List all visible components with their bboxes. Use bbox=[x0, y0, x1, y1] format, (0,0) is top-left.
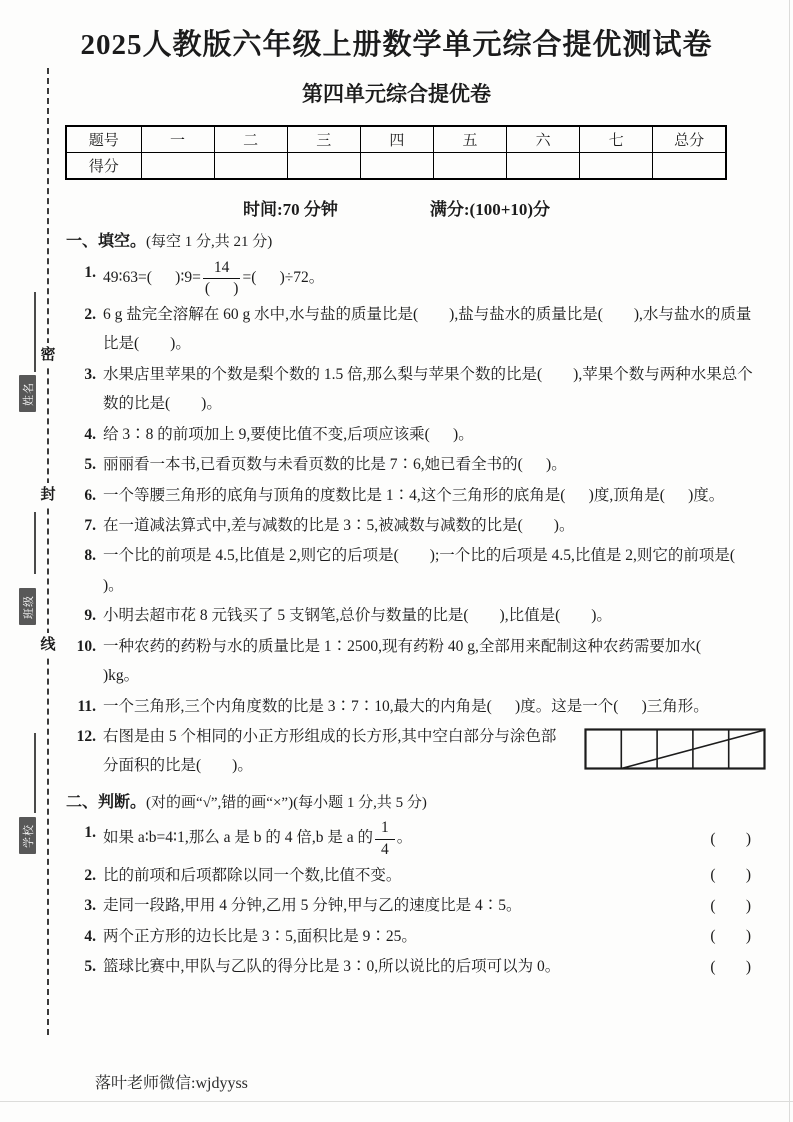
question-text: 一个三角形,三个内角度数的比是 3∶7∶10,最大的内角是( )度。这是一个( )三角形。 bbox=[103, 697, 709, 715]
fill-blank-question-2 bbox=[66, 300, 766, 359]
question-number: 7. bbox=[84, 516, 96, 534]
question-text: 在一道减法算式中,差与减数的比是 3∶5,被减数与减数的比是( )。 bbox=[103, 516, 575, 534]
question-number: 1. bbox=[84, 263, 96, 281]
exam-content bbox=[66, 228, 766, 981]
score-table-col: 七 bbox=[580, 126, 653, 153]
judge-question-2 bbox=[66, 861, 766, 890]
score-cell bbox=[287, 153, 360, 180]
question-number: 3. bbox=[84, 897, 96, 915]
fill-blank-question-6 bbox=[66, 481, 766, 510]
score-cell bbox=[507, 153, 580, 180]
question-text: 比的前项和后项都除以同一个数,比值不变。 bbox=[103, 866, 402, 884]
answer-parentheses: ( ) bbox=[710, 866, 752, 884]
question-number: 12. bbox=[76, 728, 96, 746]
question-number: 11. bbox=[77, 697, 96, 715]
seal-char-mi: 密 bbox=[38, 343, 58, 368]
fill-blank-question-4 bbox=[66, 420, 766, 449]
score-table-col: 五 bbox=[434, 126, 507, 153]
question-text: 如果 a∶b=4∶1,那么 a 是 b 的 4 倍,b 是 a 的 $\frac{1}{4}$ 。 bbox=[103, 818, 671, 859]
page-bottom-edge bbox=[0, 1101, 793, 1102]
score-table-col: 总分 bbox=[653, 126, 726, 153]
question-text: 49∶63=( )∶9= $\frac{14}{( )}$ =( )÷72。 bbox=[103, 258, 766, 299]
fill-blank-question-10 bbox=[66, 632, 766, 691]
answer-parentheses: ( ) bbox=[710, 897, 752, 915]
question-text: 两个正方形的边长比是 3∶5,面积比是 9∶25。 bbox=[103, 927, 417, 945]
judge-question-4 bbox=[66, 922, 766, 951]
score-cell bbox=[360, 153, 433, 180]
score-cell bbox=[434, 153, 507, 180]
fraction bbox=[375, 818, 395, 859]
seal-dashed-line bbox=[47, 68, 49, 1035]
score-row-label: 得分 bbox=[66, 153, 141, 180]
score-cell bbox=[653, 153, 726, 180]
section2-heading bbox=[66, 789, 766, 817]
fill-blank-question-3 bbox=[66, 360, 766, 419]
page-right-edge bbox=[789, 0, 790, 1122]
question-number: 4. bbox=[84, 425, 96, 443]
seal-char-feng: 封 bbox=[38, 483, 58, 508]
score-cell bbox=[580, 153, 653, 180]
answer-parentheses: ( ) bbox=[710, 830, 752, 848]
page-title: 2025人教版六年级上册数学单元综合提优测试卷 bbox=[80, 29, 713, 61]
page-subtitle: 第四单元综合提优卷 bbox=[302, 82, 491, 107]
full-score: 满分:(100+10)分 bbox=[429, 200, 551, 220]
question-text: 小明去超市花 8 元钱买了 5 支钢笔,总价与数量的比是( ),比值是( )。 bbox=[103, 607, 612, 625]
question-number: 3. bbox=[84, 365, 96, 383]
time-limit: 时间:70 分钟 bbox=[242, 200, 338, 220]
fill-blank-question-12 bbox=[66, 722, 766, 781]
question-number: 8. bbox=[84, 547, 96, 565]
judge-question-3 bbox=[66, 891, 766, 920]
question-number: 2. bbox=[84, 305, 96, 323]
question-text: 给 3∶8 的前项加上 9,要使比值不变,后项应该乘( )。 bbox=[103, 425, 474, 443]
section1-heading bbox=[66, 228, 766, 256]
school-field-label: 学校 bbox=[19, 817, 36, 854]
q12-figure-five-squares-diagonal bbox=[584, 728, 766, 770]
section2-note: (对的画“√”,错的画“×”)(每小题 1 分,共 5 分) bbox=[146, 794, 427, 811]
question-text: 右图是由 5 个相同的小正方形组成的长方形,其中空白部分与涂色部分面积的比是( )。 bbox=[103, 722, 766, 781]
question-number: 2. bbox=[84, 866, 96, 884]
fill-blank-question-8 bbox=[66, 541, 766, 600]
question-number: 5. bbox=[84, 958, 96, 976]
score-table-header-row bbox=[66, 126, 726, 153]
answer-parentheses: ( ) bbox=[710, 927, 752, 945]
score-table-col: 一 bbox=[141, 126, 214, 153]
fraction-denominator: 4 bbox=[380, 840, 389, 858]
name-writing-line bbox=[34, 292, 36, 372]
fraction-numerator: 14 bbox=[203, 258, 241, 279]
school-writing-line bbox=[34, 733, 36, 813]
question-number: 10. bbox=[76, 637, 96, 655]
class-field-label: 班级 bbox=[19, 588, 36, 625]
fill-blank-question-11 bbox=[66, 692, 766, 721]
score-cell bbox=[214, 153, 287, 180]
question-text: 走同一段路,甲用 4 分钟,乙用 5 分钟,甲与乙的速度比是 4∶5。 bbox=[103, 897, 522, 915]
score-table-col: 六 bbox=[507, 126, 580, 153]
answer-parentheses: ( ) bbox=[710, 958, 752, 976]
exam-info-line bbox=[0, 195, 793, 220]
fill-blank-question-1 bbox=[66, 258, 766, 299]
score-table-score-row bbox=[66, 153, 726, 180]
teacher-wechat-footer: 落叶老师微信:wjdyyss bbox=[95, 1075, 248, 1092]
question-text: 水果店里苹果的个数是梨个数的 1.5 倍,那么梨与苹果个数的比是( ),苹果个数与两种水果总个数的比是( )。 bbox=[103, 365, 753, 413]
question-number: 1. bbox=[84, 824, 96, 842]
score-table-corner: 题号 bbox=[66, 126, 141, 153]
class-writing-line bbox=[34, 512, 36, 574]
name-field-label: 姓名 bbox=[19, 375, 36, 412]
question-number: 5. bbox=[84, 456, 96, 474]
question-text: 一种农药的药粉与水的质量比是 1∶2500,现有药粉 40 g,全部用来配制这种农药需要加水( )kg。 bbox=[103, 637, 733, 685]
score-table bbox=[65, 125, 727, 180]
score-table-col: 三 bbox=[287, 126, 360, 153]
question-number: 9. bbox=[84, 607, 96, 625]
score-table-col: 四 bbox=[360, 126, 433, 153]
question-text: 篮球比赛中,甲队与乙队的得分比是 3∶0,所以说比的后项可以为 0。 bbox=[103, 958, 561, 976]
fill-blank-question-5 bbox=[66, 450, 766, 479]
score-cell bbox=[141, 153, 214, 180]
question-number: 4. bbox=[84, 927, 96, 945]
section2-title: 二、判断。 bbox=[66, 793, 147, 811]
section1-title: 一、填空。 bbox=[66, 233, 147, 251]
question-text: 一个等腰三角形的底角与顶角的度数比是 1∶4,这个三角形的底角是( )度,顶角是( )度。 bbox=[103, 486, 725, 504]
question-text: 6 g 盐完全溶解在 60 g 水中,水与盐的质量比是( ),盐与盐水的质量比是( ),水与盐水的质量比是( )。 bbox=[103, 305, 752, 353]
judge-question-1 bbox=[66, 818, 766, 859]
question-text: 一个比的前项是 4.5,比值是 2,则它的后项是( );一个比的后项是 4.5,比值是 2,则它的前项是( )。 bbox=[103, 547, 759, 594]
fill-blank-question-7 bbox=[66, 511, 766, 540]
fraction-numerator: 1 bbox=[375, 818, 395, 839]
section1-note: (每空 1 分,共 21 分) bbox=[146, 234, 273, 251]
fraction-denominator: ( ) bbox=[204, 279, 239, 297]
seal-char-xian: 线 bbox=[38, 633, 58, 658]
question-text: 丽丽看一本书,已看页数与未看页数的比是 7∶6,她已看全书的( )。 bbox=[103, 456, 567, 474]
question-number: 6. bbox=[84, 486, 96, 504]
score-table-col: 二 bbox=[214, 126, 287, 153]
fraction bbox=[203, 258, 241, 299]
judge-question-5 bbox=[66, 952, 766, 981]
fill-blank-question-9 bbox=[66, 601, 766, 630]
